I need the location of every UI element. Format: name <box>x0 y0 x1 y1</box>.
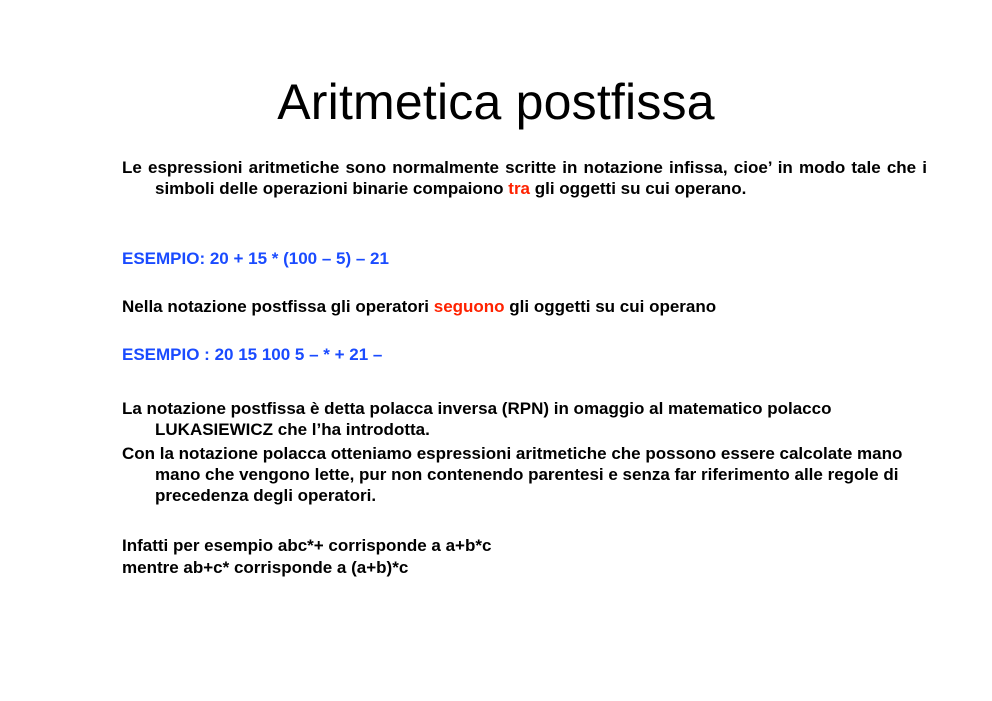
para1-highlight: tra <box>508 179 531 198</box>
para2-text-after: gli oggetti su cui operano <box>504 297 717 316</box>
example-infix: ESEMPIO: 20 + 15 * (100 – 5) – 21 <box>122 249 389 268</box>
para2-text-before: Nella notazione postfissa gli operatori <box>122 297 434 316</box>
para1-text-before: Le espressioni aritmetiche sono normalmente scritte in notazione infissa, cioe’ in modo tale che i simboli delle operazioni binarie compaiono <box>122 158 927 198</box>
para2-highlight: seguono <box>433 297 505 316</box>
paragraph-example-line-2: mentre ab+c* corrisponde a (a+b)*c <box>122 558 409 577</box>
paragraph-polish-advantages: Con la notazione polacca otteniamo espressioni aritmetiche che possono essere calcolate mano mano che vengono lette, pur non contenendo parentesi e senza far riferimento alle regole di precedenza degli operatori. <box>122 444 903 505</box>
paragraph-postfix-definition <box>122 296 882 317</box>
paragraph-example-line-1: Infatti per esempio abc*+ corrisponde a a+b*c <box>122 536 492 555</box>
paragraph-infix-definition <box>122 157 927 199</box>
para1-text-after: gli oggetti su cui operano. <box>530 179 747 198</box>
paragraph-rpn-origin: La notazione postfissa è detta polacca inversa (RPN) in omaggio al matematico polacco LUKASIEWICZ che l’ha introdotta. <box>122 399 832 439</box>
example-postfix: ESEMPIO : 20 15 100 5 – * + 21 – <box>122 345 383 364</box>
slide-title: Aritmetica postfissa <box>277 74 715 130</box>
